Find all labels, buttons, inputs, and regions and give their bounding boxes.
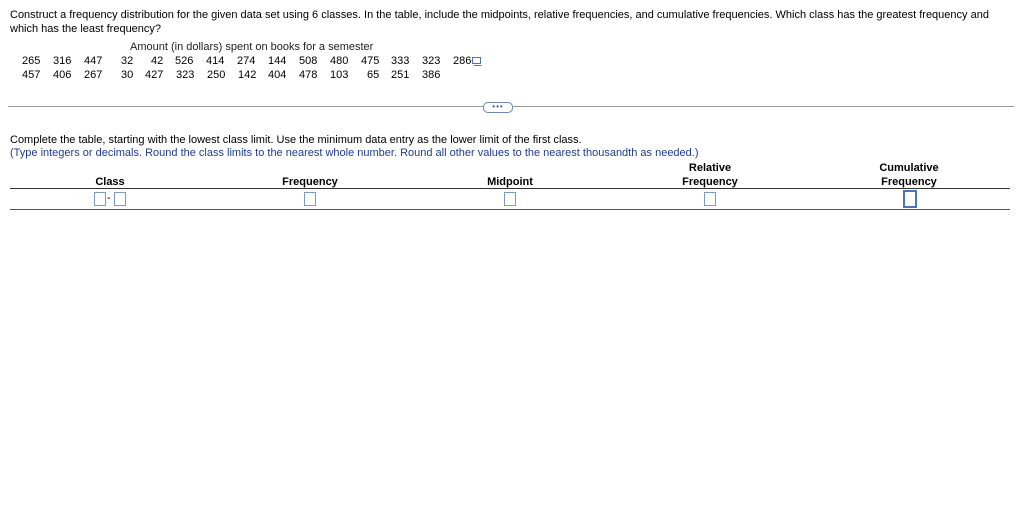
data-value: 267: [84, 69, 103, 81]
relative-frequency-input[interactable]: [704, 192, 716, 206]
data-value: 508: [299, 55, 318, 67]
header-frequency: Frequency: [282, 176, 338, 188]
table-bottom-rule: [10, 209, 1010, 210]
data-value: 480: [330, 55, 349, 67]
header-cumulative-line2: Frequency: [881, 176, 937, 188]
data-value: 274: [237, 55, 256, 67]
data-value: 286: [453, 55, 472, 67]
header-cumulative-line1: Cumulative: [879, 162, 939, 174]
question-text: Construct a frequency distribution for the given data set using 6 classes. In the table, include the midpoints, relative frequencies, and cumulative frequencies. Which class has the greatest frequency and which has the least frequency?: [10, 9, 989, 35]
cumulative-frequency-input[interactable]: [903, 190, 917, 208]
data-value: 427: [145, 69, 164, 81]
data-value: 316: [53, 55, 72, 67]
frequency-input[interactable]: [304, 192, 316, 206]
header-midpoint: Midpoint: [487, 176, 533, 188]
copy-data-icon[interactable]: [472, 57, 482, 66]
input-hint: (Type integers or decimals. Round the class limits to the nearest whole number. Round all other values to the nearest thousandth as needed.): [10, 147, 699, 159]
header-cumulative-frequency: [864, 161, 954, 189]
dataset-caption: Amount (in dollars) spent on books for a semester: [130, 41, 374, 53]
data-value: 30: [121, 69, 134, 81]
data-value: 32: [121, 55, 134, 67]
data-value: 265: [22, 55, 41, 67]
data-value: 386: [422, 69, 441, 81]
data-value: 144: [268, 55, 287, 67]
header-relative-frequency: [670, 161, 750, 189]
data-value: 103: [330, 69, 349, 81]
more-options-button[interactable]: •••: [483, 102, 513, 113]
data-value: 404: [268, 69, 287, 81]
header-relative-line1: Relative: [688, 162, 732, 174]
data-value: 457: [22, 69, 41, 81]
table-header-rule: [10, 188, 1010, 189]
class-separator: -: [107, 192, 111, 204]
data-value: 414: [206, 55, 225, 67]
data-value: 142: [238, 69, 257, 81]
data-value: 526: [175, 55, 194, 67]
data-value: 323: [422, 55, 441, 67]
header-relative-line2: Frequency: [682, 176, 738, 188]
data-value: 447: [84, 55, 103, 67]
class-upper-limit-input[interactable]: [114, 192, 126, 206]
data-value: 333: [391, 55, 410, 67]
data-value: 475: [361, 55, 380, 67]
data-value: 478: [299, 69, 318, 81]
class-lower-limit-input[interactable]: [94, 192, 106, 206]
header-class: Class: [95, 176, 125, 188]
midpoint-input[interactable]: [504, 192, 516, 206]
data-value: 323: [176, 69, 195, 81]
data-value: 42: [151, 55, 164, 67]
instructions-text: Complete the table, starting with the lowest class limit. Use the minimum data entry as the lower limit of the first class.: [10, 134, 582, 146]
data-value: 250: [207, 69, 226, 81]
data-value: 406: [53, 69, 72, 81]
data-value: 251: [391, 69, 410, 81]
data-value: 65: [367, 69, 380, 81]
